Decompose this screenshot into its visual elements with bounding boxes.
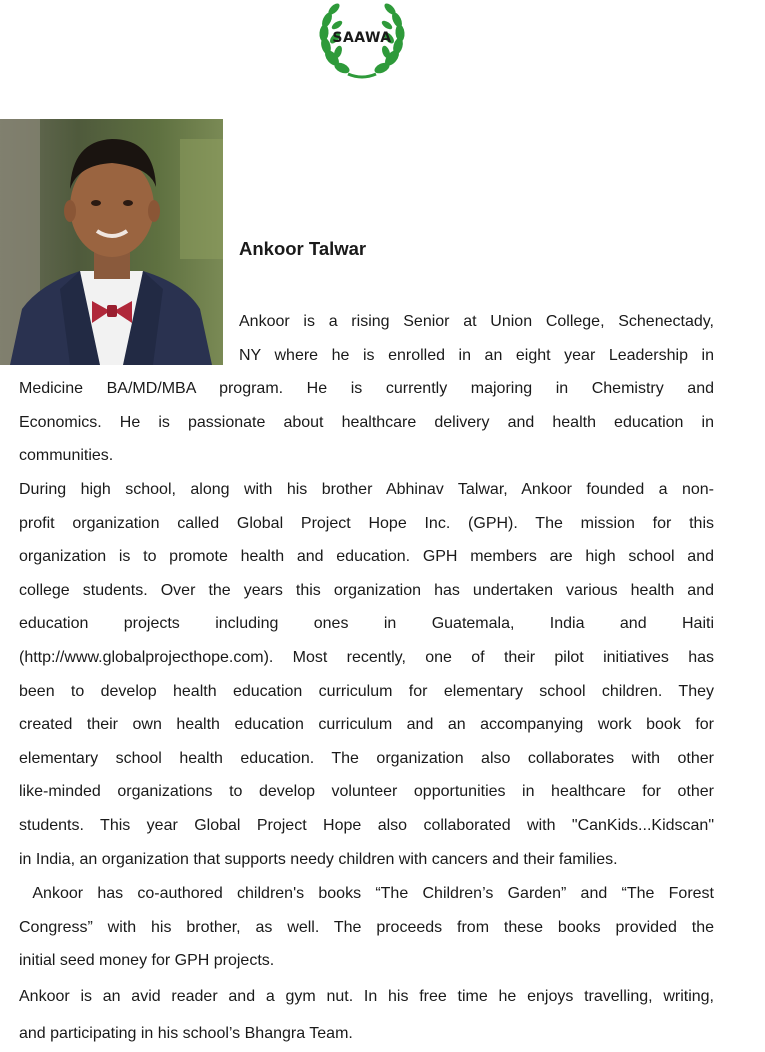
bio-intro	[239, 305, 714, 372]
bio-line: Medicine BA/MD/MBA program. He is currently majoring in Chemistry and	[19, 380, 714, 397]
bio-line: During high school, along with his brother Abhinav Talwar, Ankoor founded a non-	[19, 481, 714, 498]
bio-line: Ankoor has co-authored children's books “The Children’s Garden” and “The Forest	[19, 885, 714, 902]
bio-paragraph-3	[19, 877, 714, 978]
bio-line: in India, an organization that supports needy children with cancers and their families.	[19, 850, 618, 868]
bio-line: Congress” with his brother, as well. The proceeds from these books provided the	[19, 918, 714, 936]
saawa-logo	[318, 0, 406, 84]
bio-line: Ankoor is an avid reader and a gym nut. In his free time he enjoys travelling, writing,	[19, 988, 714, 1005]
bio-line: Economics. He is passionate about healthcare delivery and health education in	[19, 413, 714, 431]
portrait-photo	[0, 119, 223, 365]
logo-text: SAAWA	[332, 30, 392, 46]
bio-line: NY where he is enrolled in an eight year Leadership in	[239, 346, 714, 364]
bio-line: (http://www.globalprojecthope.com). Most recently, one of their pilot initiatives has	[19, 648, 714, 666]
bio-paragraph-1	[19, 372, 714, 473]
profile-name: Ankoor Talwar	[239, 238, 367, 259]
bio-line: profit organization called Global Project Hope Inc. (GPH). The mission for this	[19, 514, 714, 532]
bio-line: Ankoor is a rising Senior at Union College, Schenectady,	[239, 313, 714, 330]
bio-line: college students. Over the years this organization has undertaken various health and	[19, 581, 714, 599]
bio-line: been to develop health education curriculum for elementary school children. They	[19, 682, 714, 700]
bio-paragraph-2	[19, 473, 714, 876]
bio-line: elementary school health education. The organization also collaborates with other	[19, 749, 714, 767]
bio-line: like-minded organizations to develop volunteer opportunities in healthcare for other	[19, 783, 714, 801]
bio-line: organization is to promote health and education. GPH members are high school and	[19, 548, 714, 566]
bio-line: communities.	[19, 447, 114, 465]
bio-paragraph-4	[19, 978, 714, 1052]
bio-line: initial seed money for GPH projects.	[19, 952, 275, 970]
bio-line: created their own health education curriculum and an accompanying work book for	[19, 716, 714, 734]
bio-line: and participating in his school’s Bhangra Team.	[19, 1025, 353, 1042]
bio-line: students. This year Global Project Hope also collaborated with "CanKids...Kidscan"	[19, 816, 714, 834]
bio-line: education projects including ones in Guatemala, India and Haiti	[19, 615, 714, 633]
